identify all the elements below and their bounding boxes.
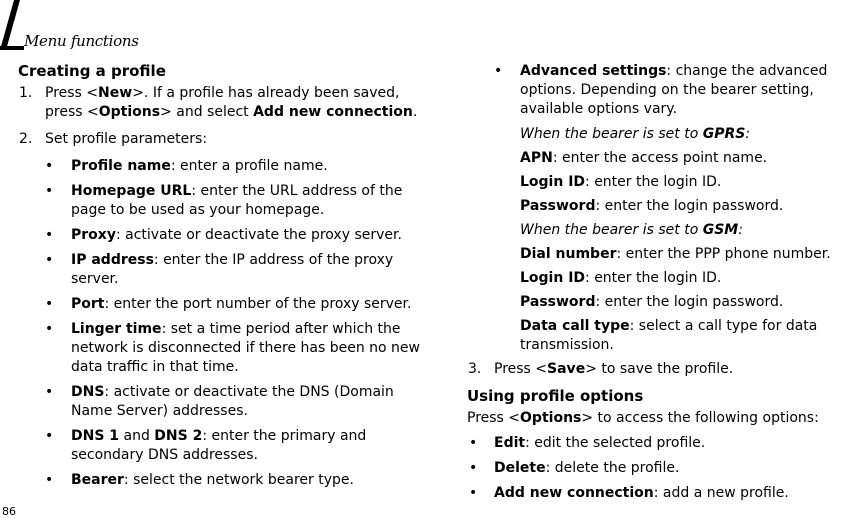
using-profile-options-heading: Using profile options — [467, 387, 644, 405]
step-3: 3. Press <Save> to save the profile. — [468, 361, 734, 377]
param-bearer: • Bearer: select the network bearer type. — [18, 471, 428, 490]
gsm-password: Password: enter the login password. — [520, 294, 784, 310]
page-number: 86 — [2, 505, 16, 518]
creating-profile-heading: Creating a profile — [18, 62, 166, 80]
gsm-note: When the bearer is set to GSM: — [520, 222, 743, 238]
gsm-login-id: Login ID: enter the login ID. — [520, 270, 722, 286]
gprs-apn: APN: enter the access point name. — [520, 150, 768, 166]
right-column — [467, 62, 849, 509]
option-add-new-connection: • Add new connection: add a new profile. — [467, 484, 849, 503]
left-column — [18, 62, 428, 496]
step-2: 2. Set profile parameters: — [19, 131, 208, 147]
gprs-login-id: Login ID: enter the login ID. — [520, 174, 722, 190]
param-ip-address: • IP address: enter the IP address of the proxy server. — [18, 251, 428, 289]
step-1: 1. Press <New>. If a profile has already been saved, press <Options> and select Add new connection. — [19, 85, 418, 120]
param-profile-name: • Profile name: enter a profile name. — [18, 157, 428, 176]
using-intro: Press <Options> to access the following options: — [467, 410, 819, 426]
param-homepage-url: • Homepage URL: enter the URL address of the page to be used as your homepage. — [18, 182, 428, 220]
option-delete: • Delete: delete the profile. — [467, 459, 849, 478]
option-edit: • Edit: edit the selected profile. — [467, 434, 849, 453]
param-advanced-settings: • Advanced settings: change the advanced options. Depending on the bearer setting, available options vary. — [467, 62, 849, 119]
param-dns1-dns2: • DNS 1 and DNS 2: enter the primary and secondary DNS addresses. — [18, 427, 428, 465]
gsm-data-call-type: Data call type: select a call type for data transmission. — [520, 318, 818, 353]
param-dns: • DNS: activate or deactivate the DNS (Domain Name Server) addresses. — [18, 383, 428, 421]
param-port: • Port: enter the port number of the proxy server. — [18, 295, 428, 314]
header-slash-mark — [0, 0, 24, 50]
param-proxy: • Proxy: activate or deactivate the proxy server. — [18, 226, 428, 245]
param-linger-time: • Linger time: set a time period after which the network is disconnected if there has been no new data traffic in that time. — [18, 320, 428, 377]
gprs-note: When the bearer is set to GPRS: — [520, 126, 751, 142]
gsm-dial-number: Dial number: enter the PPP phone number. — [520, 246, 831, 262]
gprs-password: Password: enter the login password. — [520, 198, 784, 214]
section-title: Menu functions — [24, 32, 139, 50]
